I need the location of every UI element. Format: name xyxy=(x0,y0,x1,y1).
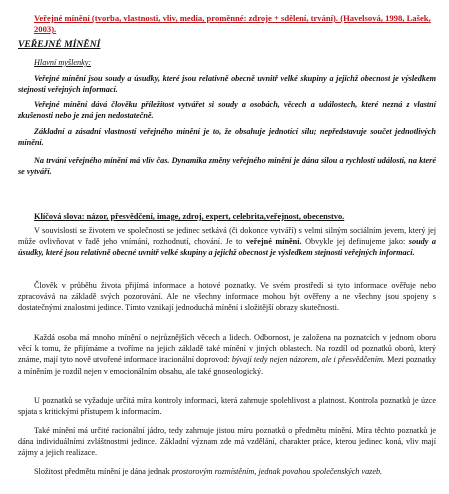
body-text: Obvykle jej definujeme jako: xyxy=(301,237,409,247)
body-text: Složitost předmětu mínění je dána jednak xyxy=(34,467,172,476)
main-ideas-title: Hlavní myšlenky: xyxy=(34,58,92,67)
body-text: Mezi poznatky a míněním je rozdíl nejen v emocionálním obsahu, ale také gnoseologický. xyxy=(18,355,436,376)
emphasis-text: bývají tedy nejen názorem, ale i přesvědčením. xyxy=(231,355,385,365)
main-idea-paragraph: Na trvání veřejného mínění má vliv čas. Dynamika změny veřejného mínění je dána silou a rychlostí událostí, na které se vytváří. xyxy=(18,156,436,177)
definition-text: soudy a úsudky, které jsou relativně obecné uvnitř velké skupiny a jejichž obecnost je výsledkem stejnosti veřejných informací. xyxy=(18,237,436,258)
main-idea-paragraph: Veřejné mínění dává člověku příležitost vytvářet si soudy a osobách, věcech a událostech, které nezná z vlastní zkušenosti nebo je zná jen nedostatečně. xyxy=(18,100,436,121)
keywords-line: Klíčová slova: názor, přesvědčení, image, zdroj, expert, celebrita,veřejnost, obecenstvo. xyxy=(34,212,345,221)
body-paragraph: Člověk v průběhu života přijímá informace a hotové poznatky. Ve svém prostředí si tyto informace ověřuje nebo zpracovává na základě svých pozorování. Ale ne všechny informace mohou být ověřeny a ne všechny jsou spojeny s dostatečnými znalostmi jedince. Tímto vznikají jednoduchá mínění i složitější obrazy skutečnosti. xyxy=(18,281,436,313)
emphasis-text: prostorovým rozmístěním, jednak povahou společenských vazeb. xyxy=(171,467,383,476)
source-reference-heading: Veřejné mínění (tvorba, vlastnosti, vliv, media, proměnné: zdroje + sdělení, trvání). (Havelsová, 1998, Lašek, 2003). xyxy=(34,13,431,34)
main-idea-paragraph: Veřejné mínění jsou soudy a úsudky, které jsou relativně obecně uvnitř velké skupiny a jejichž obecnost je výsledkem stejnosti veřejných informací. xyxy=(18,74,436,95)
body-paragraph xyxy=(18,225,436,259)
body-paragraph: U poznatků se vyžaduje určitá míra kontroly informací, která zahrnuje spolehlivost a platnost. Kontrola poznatků je úzce spjata s kritickými přístupem k informacím. xyxy=(18,396,436,417)
key-term: veřejné mínění. xyxy=(245,237,302,247)
body-paragraph: Také mínění má určité racionální jádro, tedy zahrnuje jistou míru poznatků o předmětu mínění. Míra těchto poznatků je dána individuálními zvláštnostmi jedince. Základní význam zde má vzdělání, charakter práce, kterou jedinec koná, vliv mají zájmy a jejich realizace. xyxy=(18,426,436,458)
body-paragraph xyxy=(18,332,436,377)
body-text: Každá osoba má mnoho mínění o nejrůznějších věcech a lidech. Odbornost, je založena na poznatcích v jednom oboru věcí k tomu, že přijímáme a tvoříme na jejich základě také mínění v jiných oblastech. Na rozdíl od poznatků oborů, který známe, mají tyto nově utvořené informace iracionální doprovod: xyxy=(18,333,436,365)
section-title: VEŘEJNÉ MÍNĚNÍ xyxy=(18,39,101,50)
main-idea-paragraph: Základní a zásadní vlastností veřejného mínění je to, že obsahuje jednotící sílu; nepředstavuje součet jednotlivých mínění. xyxy=(18,127,436,148)
body-paragraph xyxy=(18,466,436,477)
body-text: V souvislosti se životem ve společnosti se jedinec setkává (či dokonce vytváří) s velmi silným sociálním jevem, který jej může ovlivňovat v řadě jeho vnímání, rozhodnutí, chování. Je to xyxy=(18,226,436,247)
